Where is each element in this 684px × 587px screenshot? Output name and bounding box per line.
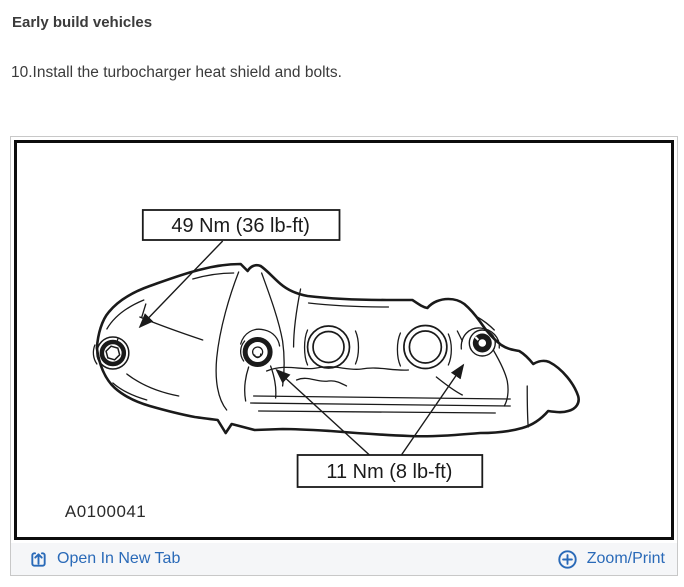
bolt-center — [241, 340, 270, 365]
torque-callout-11nm-label: 11 Nm (8 lb-ft) — [326, 460, 453, 484]
image-code-label: A0100041 — [64, 501, 147, 522]
torque-callout-49nm — [143, 210, 340, 240]
figure-image-area — [11, 137, 677, 543]
zoom-print-button[interactable] — [557, 549, 665, 570]
diagram-frame — [14, 140, 674, 540]
step-instruction-text: 10.Install the turbocharger heat shield and bolts. — [11, 64, 342, 81]
figure-widget — [10, 136, 678, 576]
heat-shield-diagram — [17, 143, 671, 537]
section-heading: Early build vehicles — [12, 14, 153, 31]
zoom-plus-circle-icon — [557, 549, 578, 570]
figure-toolbar — [11, 543, 677, 575]
zoom-print-label: Zoom/Print — [586, 550, 665, 567]
open-in-new-tab-icon — [29, 550, 48, 569]
heat-shield-outline — [97, 264, 579, 436]
shield-holes — [308, 326, 447, 369]
bolt-right — [469, 330, 495, 356]
torque-callout-11nm — [298, 455, 483, 487]
open-in-new-tab-label: Open In New Tab — [57, 550, 181, 567]
open-in-new-tab-button[interactable] — [29, 550, 180, 569]
torque-callout-49nm-label: 49 Nm (36 lb-ft) — [171, 214, 310, 238]
